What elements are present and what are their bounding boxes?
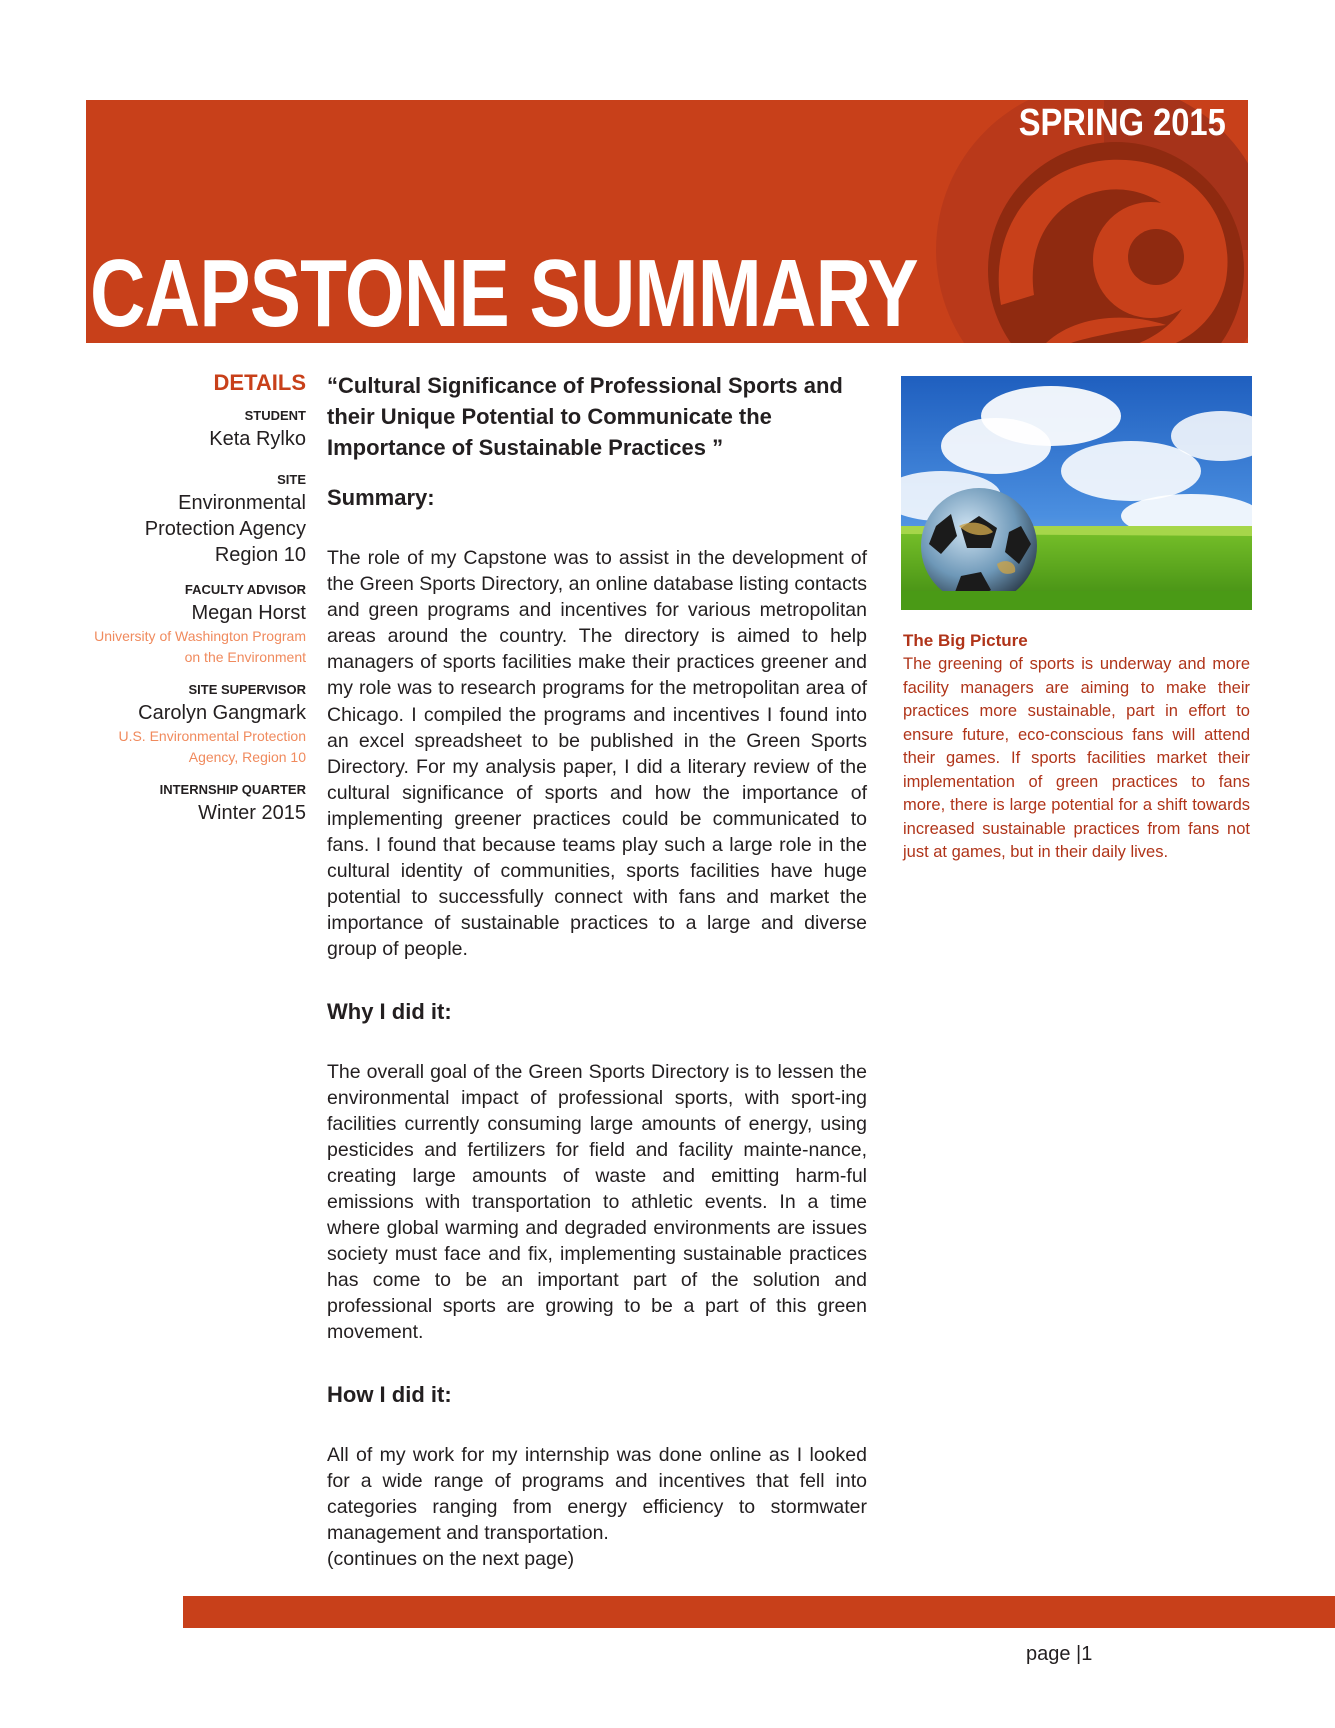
site-supervisor-label: SITE SUPERVISOR [188, 682, 306, 697]
soccer-globe-photo [901, 376, 1252, 610]
footer-bar [183, 1596, 1335, 1628]
summary-heading: Summary: [327, 485, 435, 510]
details-heading: DETAILS [213, 370, 306, 395]
internship-quarter-label: INTERNSHIP QUARTER [159, 782, 306, 797]
why-heading: Why I did it: [327, 998, 452, 1024]
how-paragraph: All of my work for my internship was done online as I looked for a wide range of programs and incentives that fell into categories ranging from energy efficiency to stormwater management and transportation. [327, 1443, 867, 1544]
summary-paragraph: The role of my Capstone was to assist in the development of the Green Sports Directory, an online database listing contacts and green programs and incentives for various metropolitan areas around the country. The directory is aimed to help managers of sports facilities make their practices greener and my role was to research programs for the metropolitan area of Chicago. I compiled the programs and incentives I found into an excel spreadsheet to be published in the Green Sports Directory. For my analysis paper, I did a literary review of the cultural significance of sports and how the importance of implementing greener practices could be communicated to fans. I found that because teams play such a large role in the cultural identity of communities, sports facilities have huge potential to successfully connect with fans and market the importance of sustainable practices to a large and diverse group of people. [327, 547, 867, 961]
site-name: Environmental Protection Agency Region 10 [144, 492, 306, 566]
article-title: “Cultural Significance of Professional Sports and their Unique Potential to Communicate the Importance of Sustainable Practices ” [327, 373, 843, 460]
caption-body: The greening of sports is underway and more facility managers are aiming to make their practices more sustainable, part in effort to ensure future, eco-conscious fans will attend their games. If sports facilities market their implementation of green practices to fans more, there is large potential for a shift towards increased sustainable practices from fans not just at games, but in their daily lives. [903, 655, 1250, 861]
page-number: page |1 [1026, 1643, 1093, 1665]
faculty-advisor-org: University of Washington Program on the Environment [94, 628, 306, 665]
continues-note: (continues on the next page) [327, 1547, 575, 1570]
site-supervisor-org: U.S. Environmental Protection Agency, Region 10 [118, 728, 306, 765]
page-title: CAPSTONE SUMMARY [90, 240, 918, 343]
big-picture-caption [903, 631, 1250, 865]
faculty-advisor-label: FACULTY ADVISOR [184, 582, 306, 597]
article-column [327, 370, 867, 1572]
caption-title: The Big Picture [903, 631, 1028, 650]
site-label: SITE [277, 472, 306, 487]
why-paragraph: The overall goal of the Green Sports Directory is to lessen the environmental impact of professional sports, with sport-ing facilities currently consuming large amounts of energy, using pesticides and fertilizers for field and facility mainte-nance, creating large amounts of waste and emitting harm-ful emissions with transportation to athletic events. In a time where global warming and degraded environments are issues society must face and fix, implementing sustainable practices has come to be an important part of the solution and professional sports are growing to be a part of this green movement. [327, 1060, 867, 1344]
internship-quarter: Winter 2015 [198, 802, 306, 824]
site-supervisor-name: Carolyn Gangmark [138, 702, 306, 724]
season-label: SPRING 2015 [1018, 102, 1226, 144]
details-column [86, 370, 306, 826]
faculty-advisor-name: Megan Horst [191, 602, 306, 624]
student-name: Keta Rylko [209, 428, 306, 450]
student-label: STUDENT [244, 408, 306, 423]
header-banner [86, 100, 1248, 343]
how-heading: How I did it: [327, 1381, 452, 1407]
